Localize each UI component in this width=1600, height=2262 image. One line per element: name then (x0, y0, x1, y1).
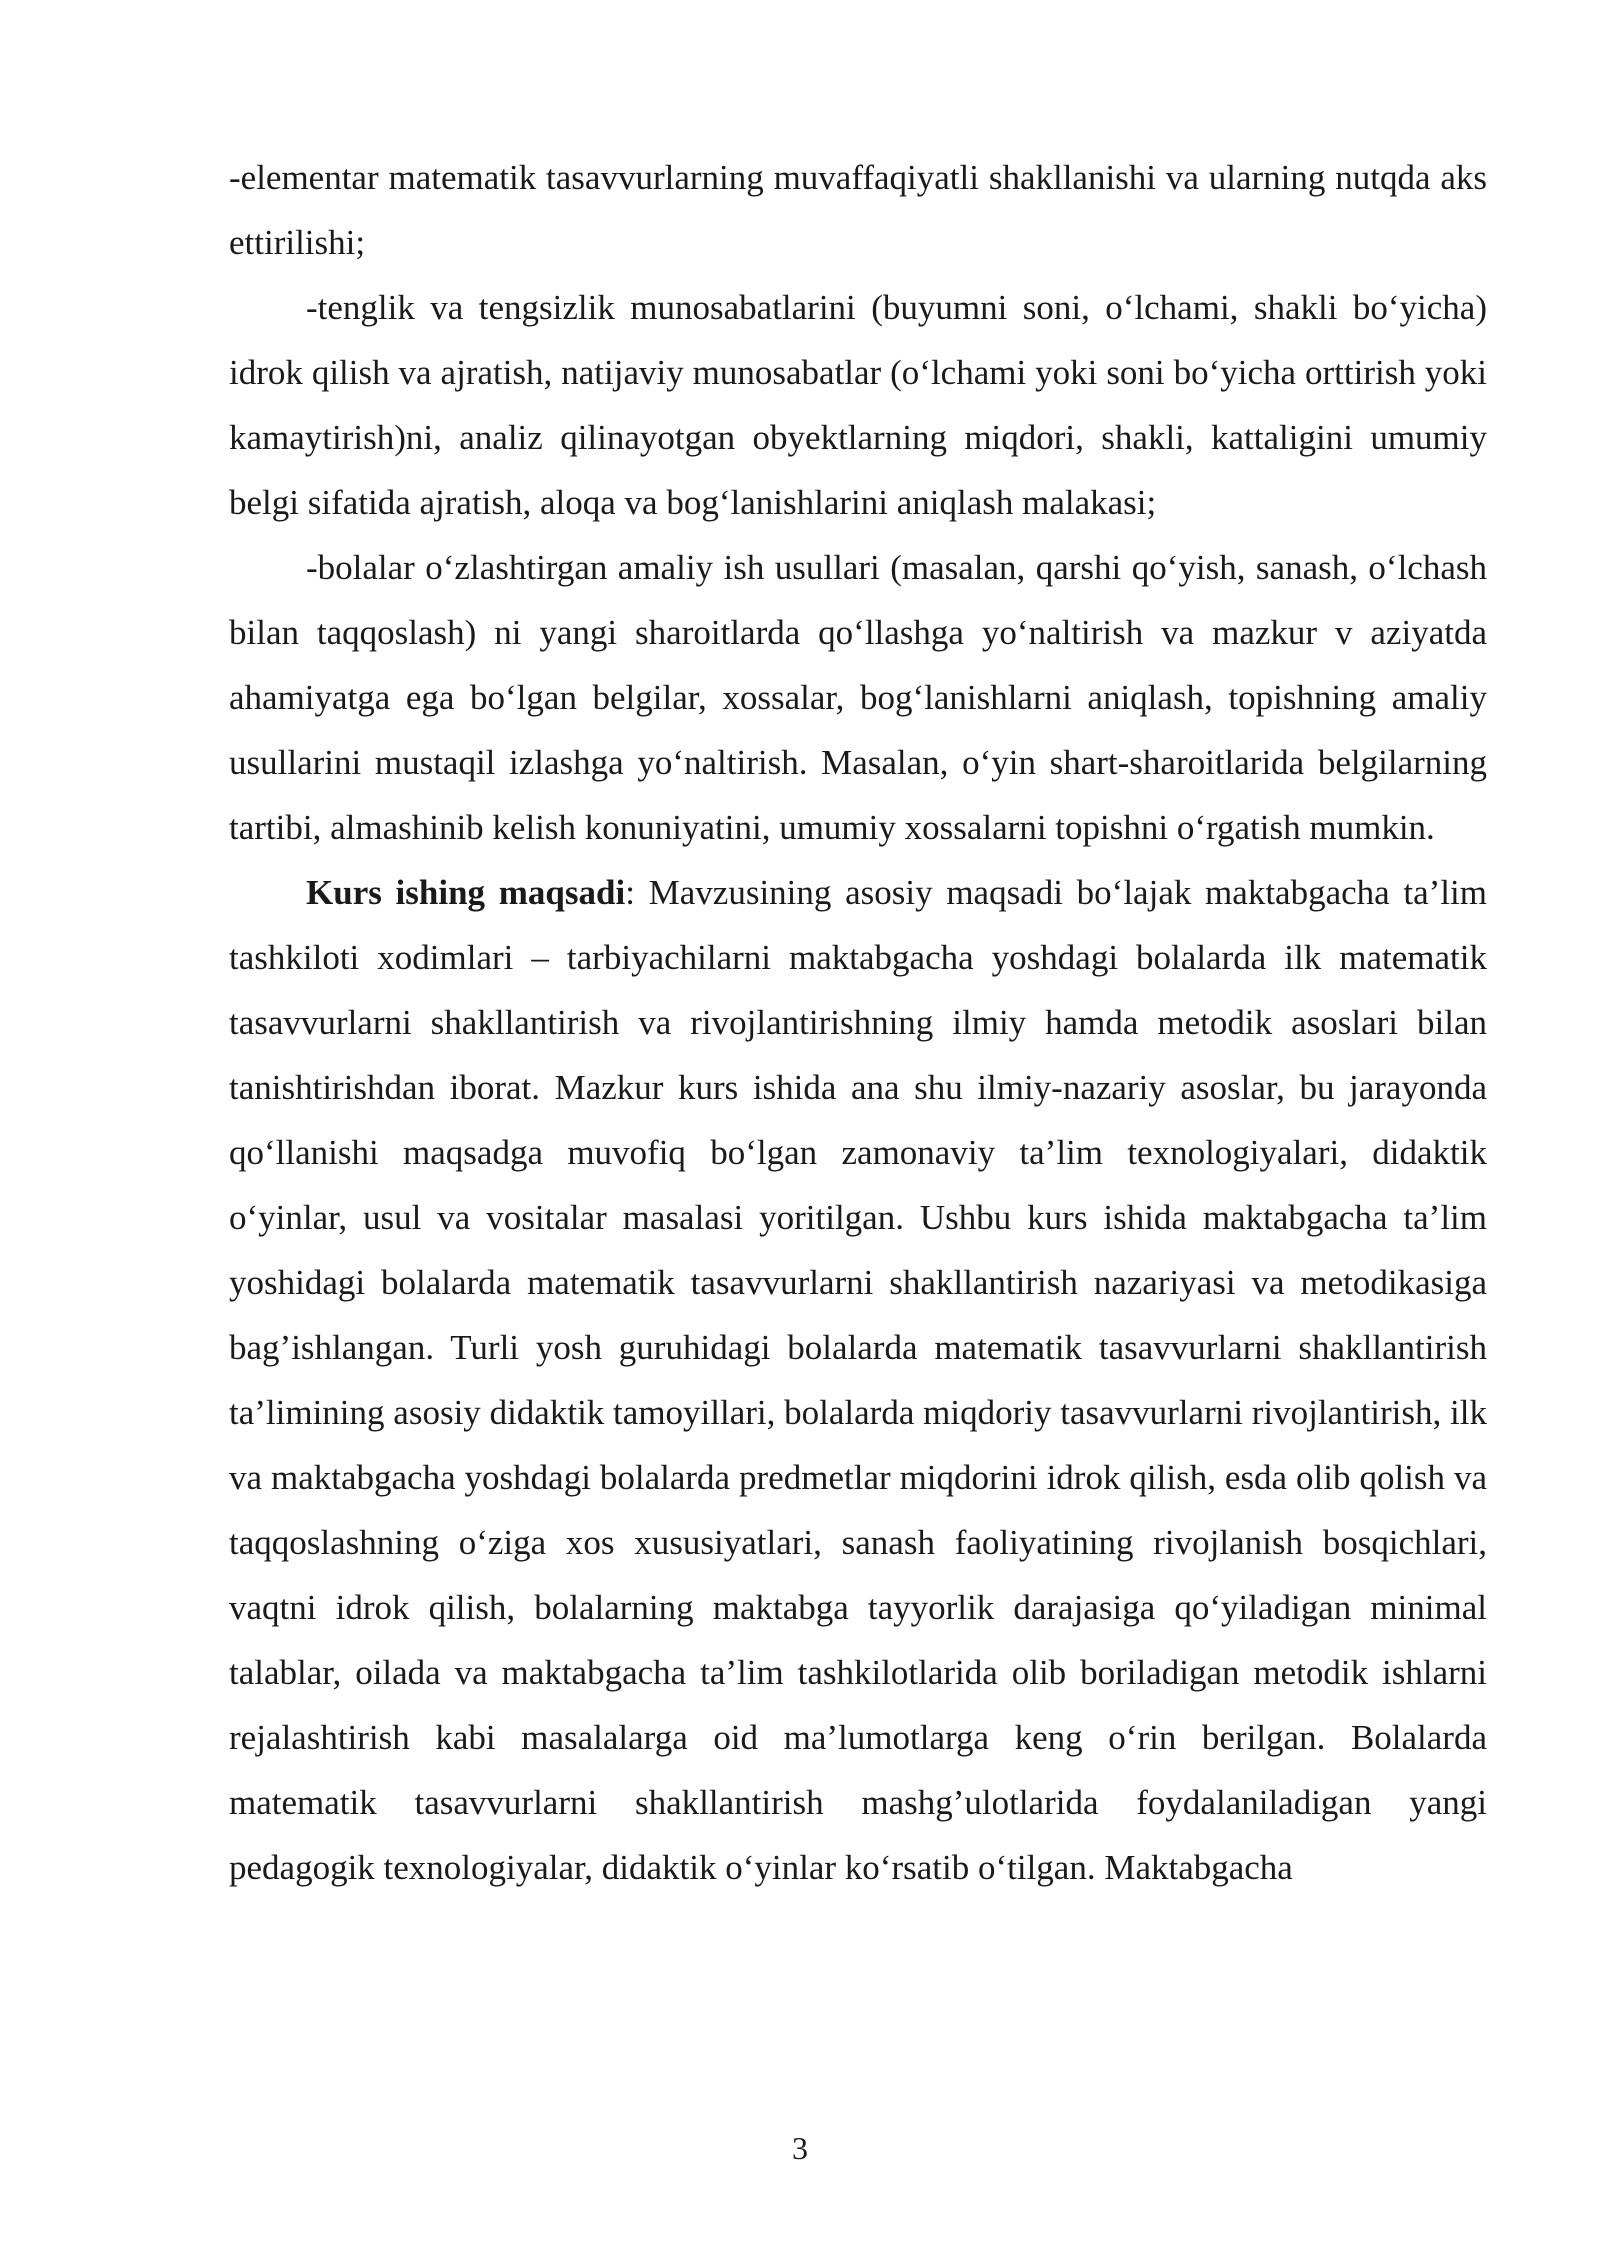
page-number: 3 (792, 2130, 808, 2166)
paragraph-equality-relations (229, 275, 1487, 535)
paragraph-text: -bolalar o‘zlashtirgan amaliy ish usullari (masalan, qarshi qo‘yish, sanash, o‘lchash bilan taqqoslash) ni yangi sharoitlarda qo‘llashga yo‘naltirish va mazkur v aziyatda ahamiyatga ega bo‘lgan belgilar, xossalar, bog‘lanishlarni aniqlash, topishning amaliy usullarini mustaqil izlashga yo‘naltirish. Masalan, o‘yin shart-sharoitlarida belgilarning tartibi, almashinib kelish konuniyatini, umumiy xossalarni topishni o‘rgatish mumkin. (229, 548, 1487, 847)
paragraph-text: -elementar matematik tasavvurlarning muvaffaqiyatli shakllanishi va ularning nutqda aks ettirilishi; (229, 158, 1487, 262)
paragraph-elementary-concepts (229, 145, 1487, 275)
body-text (229, 145, 1487, 1900)
paragraph-text: -tenglik va tengsizlik munosabatlarini (buyumni soni, o‘lchami, shakli bo‘yicha) idrok qilish va ajratish, natijaviy munosabatlar (o‘lchami yoki soni bo‘yicha orttirish yoki kamaytirish)ni, analiz qilinayotgan obyektlarning miqdori, shakli, kattaligini umumiy belgi sifatida ajratish, aloqa va bog‘lanishlarini aniqlash malakasi; (229, 288, 1487, 522)
paragraph-course-goal (229, 860, 1487, 1900)
course-goal-heading: Kurs ishing maqsadi (306, 873, 626, 912)
paragraph-text: : Mavzusining asosiy maqsadi bo‘lajak maktabgacha ta’lim tashkiloti xodimlari – tarbiyachilarni maktabgacha yoshdagi bolalarda ilk matematik tasavvurlarni shakllantirish va rivojlantirishning ilmiy hamda metodik asoslari bilan tanishtirishdan iborat. Mazkur kurs ishida ana shu ilmiy-nazariy asoslar, bu jarayonda qo‘llanishi maqsadga muvofiq bo‘lgan zamonaviy ta’lim texnologiyalari, didaktik o‘yinlar, usul va vositalar masalasi yoritilgan. Ushbu kurs ishida maktabgacha ta’lim yoshidagi bolalarda matematik tasavvurlarni shakllantirish nazariyasi va metodikasiga bag’ishlangan. Turli yosh guruhidagi bolalarda matematik tasavvurlarni shakllantirish ta’limining asosiy didaktik tamoyillari, bolalarda miqdoriy tasavvurlarni rivojlantirish, ilk va maktabgacha yoshdagi bolalarda predmetlar miqdorini idrok qilish, esda olib qolish va taqqoslashning o‘ziga xos xususiyatlari, sanash faoliyatining rivojlanish bosqichlari, vaqtni idrok qilish, bolalarning maktabga tayyorlik darajasiga qo‘yiladigan minimal talablar, oilada va maktabgacha ta’lim tashkilotlarida olib boriladigan metodik ishlarni rejalashtirish kabi masalalarga oid ma’lumotlarga keng o‘rin berilgan. Bolalarda matematik tasavvurlarni shakllantirish mashg’ulotlarida foydalaniladigan yangi pedagogik texnologiyalar, didaktik o‘yinlar ko‘rsatib o‘tilgan. Maktabgacha (229, 873, 1487, 1887)
paragraph-practical-methods (229, 535, 1487, 860)
